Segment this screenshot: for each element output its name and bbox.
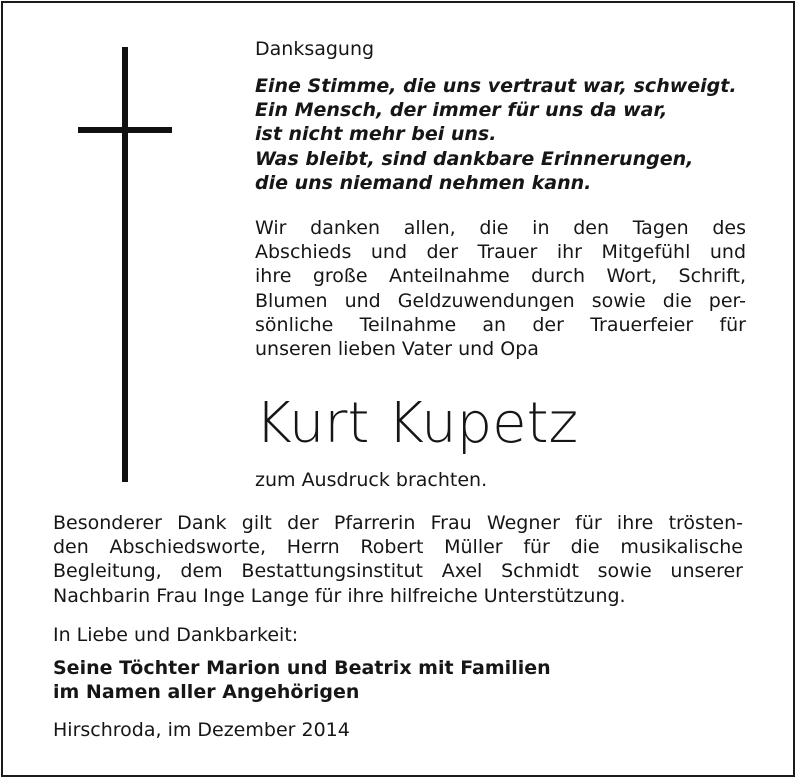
paragraph-line: Blumen und Geldzuwendungen sowie die per-	[255, 289, 746, 312]
poem-line: Was bleibt, sind dankbare Erinnerungen,	[255, 147, 694, 170]
deceased-name: Kurt Kupetz	[255, 391, 578, 456]
signature	[53, 656, 551, 704]
heading: Danksagung	[255, 38, 375, 60]
poem	[255, 74, 737, 195]
signature-line: Seine Töchter Marion und Beatrix mit Familien	[53, 657, 551, 679]
place-date: Hirschroda, im Dezember 2014	[53, 719, 350, 741]
special-thanks-paragraph	[53, 511, 743, 608]
poem-line: Ein Mensch, der immer für uns da war,	[255, 99, 668, 122]
paragraph-line: Besonderer Dank gilt der Pfarrerin Frau Wegner für ihre trösten-	[53, 512, 743, 534]
paragraph-line: Wir danken allen, die in den Tagen des	[255, 217, 746, 239]
paragraph-line: unseren lieben Vater und Opa	[255, 338, 539, 361]
paragraph-line: den Abschiedsworte, Herrn Robert Müller für die musikalische	[53, 536, 743, 559]
closing-line: In Liebe und Dankbarkeit:	[53, 624, 299, 646]
paragraph-line: Begleitung, dem Bestattungsinstitut Axel Schmidt sowie unserer	[53, 560, 743, 583]
cross-vertical-bar	[122, 47, 128, 482]
expression-line: zum Ausdruck brachten.	[255, 469, 488, 491]
poem-line: Eine Stimme, die uns vertraut war, schweigt.	[255, 75, 737, 97]
poem-line: ist nicht mehr bei uns.	[255, 123, 497, 146]
paragraph-line: Nachbarin Frau Inge Lange für ihre hilfreiche Unterstützung.	[53, 584, 626, 607]
poem-line: die uns niemand nehmen kann.	[255, 171, 592, 194]
thanks-paragraph	[255, 216, 746, 361]
paragraph-line: Abschieds und der Trauer ihr Mitgefühl und	[255, 241, 746, 264]
paragraph-line: sönliche Teilnahme an der Trauerfeier für	[255, 313, 746, 336]
paragraph-line: ihre große Anteilnahme durch Wort, Schrift,	[255, 265, 746, 288]
cross-horizontal-bar	[78, 127, 172, 133]
signature-line: im Namen aller Angehörigen	[53, 681, 360, 704]
